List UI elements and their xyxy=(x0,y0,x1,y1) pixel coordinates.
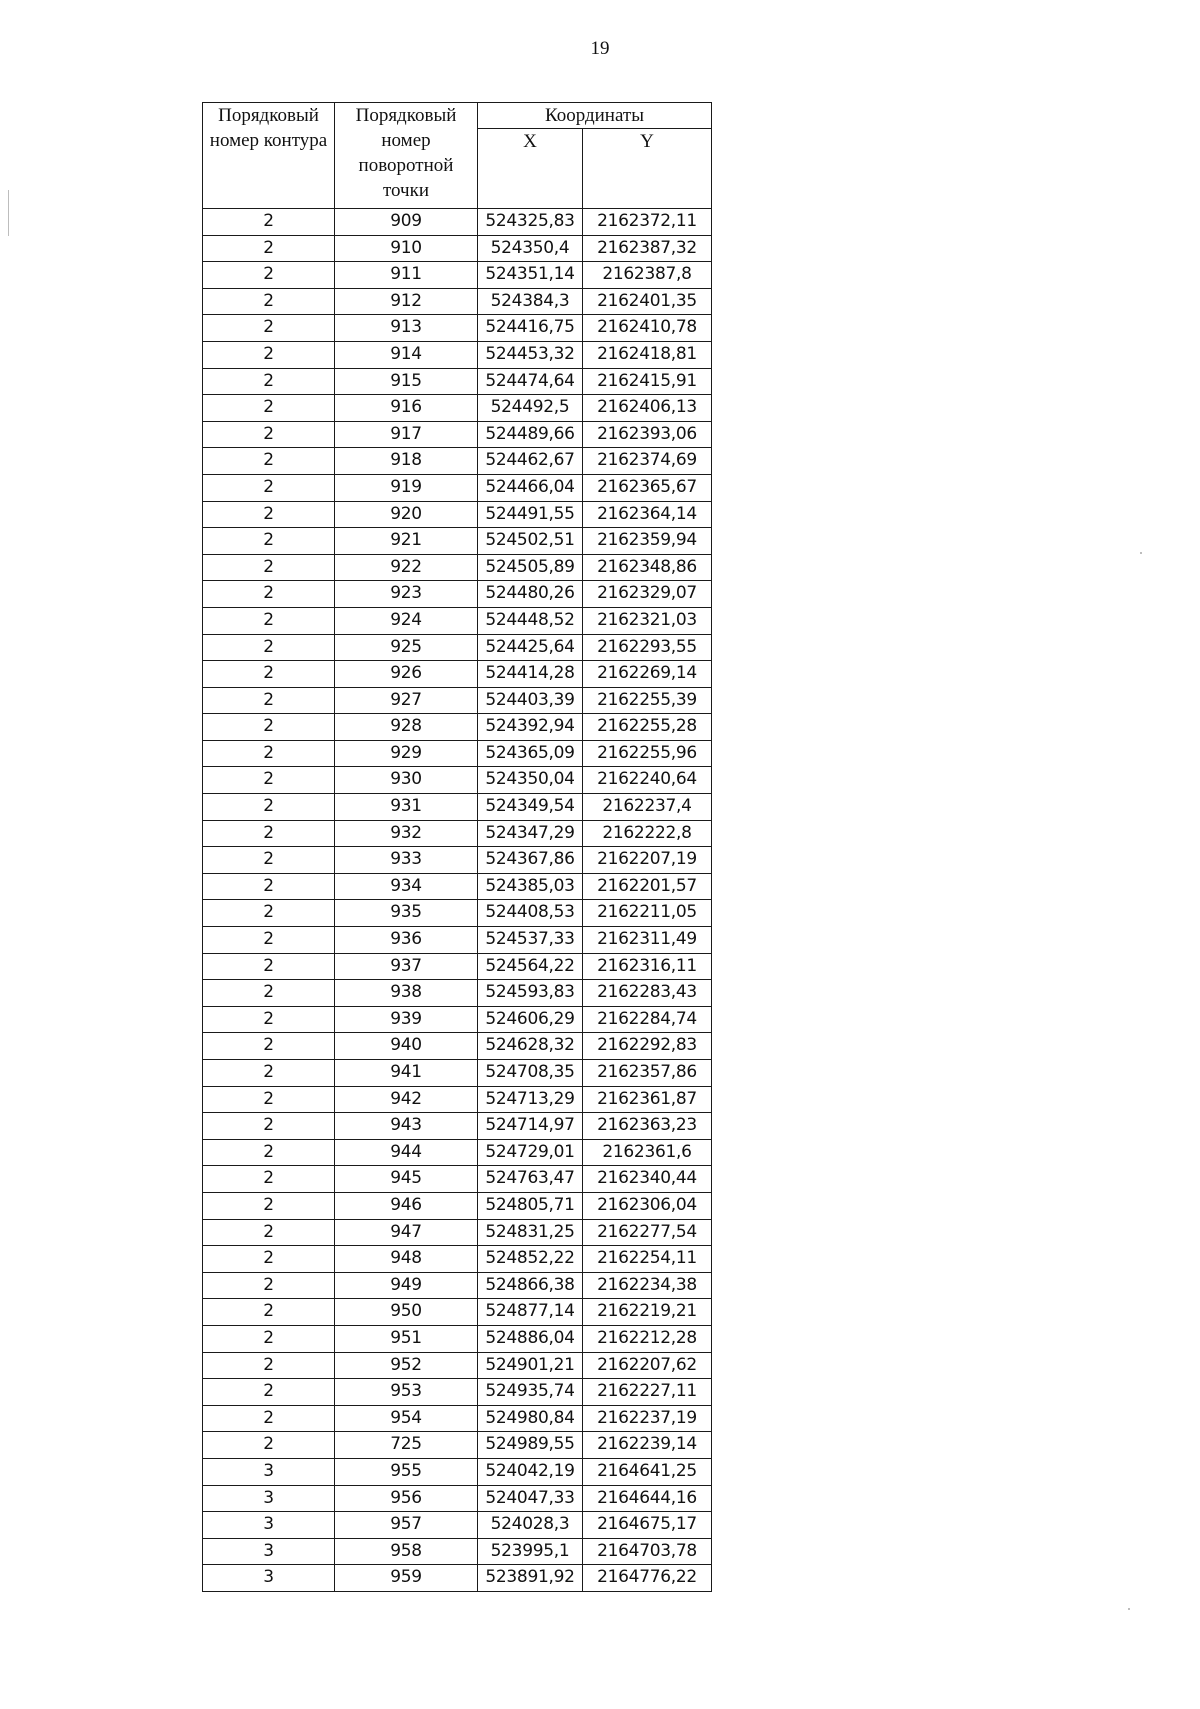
y-coordinate-cell: 2162227,11 xyxy=(583,1379,712,1406)
table-row xyxy=(203,953,712,980)
contour-number-cell: 2 xyxy=(203,1379,335,1406)
contour-number-cell: 2 xyxy=(203,900,335,927)
point-number-cell: 952 xyxy=(335,1352,478,1379)
table-row xyxy=(203,448,712,475)
x-coordinate-cell: 524901,21 xyxy=(478,1352,583,1379)
point-number-cell: 944 xyxy=(335,1139,478,1166)
y-coordinate-cell: 2162237,4 xyxy=(583,794,712,821)
point-number-cell: 936 xyxy=(335,927,478,954)
contour-number-cell: 2 xyxy=(203,1113,335,1140)
table-row xyxy=(203,288,712,315)
x-coordinate-cell: 524347,29 xyxy=(478,820,583,847)
y-coordinate-cell: 2162293,55 xyxy=(583,634,712,661)
point-number-cell: 916 xyxy=(335,395,478,422)
y-coordinate-cell: 2162316,11 xyxy=(583,953,712,980)
x-coordinate-cell: 524425,64 xyxy=(478,634,583,661)
x-coordinate-cell: 524453,32 xyxy=(478,341,583,368)
x-coordinate-cell: 524877,14 xyxy=(478,1299,583,1326)
x-coordinate-cell: 524805,71 xyxy=(478,1192,583,1219)
point-number-cell: 939 xyxy=(335,1006,478,1033)
y-coordinate-cell: 2162410,78 xyxy=(583,315,712,342)
contour-number-cell: 2 xyxy=(203,1086,335,1113)
table-row xyxy=(203,341,712,368)
contour-number-cell: 2 xyxy=(203,235,335,262)
x-coordinate-cell: 524980,84 xyxy=(478,1405,583,1432)
contour-number-cell: 2 xyxy=(203,528,335,555)
y-coordinate-cell: 2162240,64 xyxy=(583,767,712,794)
point-number-cell: 950 xyxy=(335,1299,478,1326)
x-coordinate-cell: 524491,55 xyxy=(478,501,583,528)
point-number-cell: 942 xyxy=(335,1086,478,1113)
contour-number-cell: 2 xyxy=(203,767,335,794)
y-coordinate-cell: 2162348,86 xyxy=(583,554,712,581)
contour-number-cell: 2 xyxy=(203,661,335,688)
y-coordinate-cell: 2162365,67 xyxy=(583,474,712,501)
table-row xyxy=(203,1272,712,1299)
y-coordinate-cell: 2162372,11 xyxy=(583,209,712,236)
y-coordinate-cell: 2164644,16 xyxy=(583,1485,712,1512)
y-coordinate-cell: 2162239,14 xyxy=(583,1432,712,1459)
x-coordinate-cell: 524489,66 xyxy=(478,421,583,448)
x-coordinate-cell: 524385,03 xyxy=(478,873,583,900)
point-number-cell: 930 xyxy=(335,767,478,794)
x-coordinate-cell: 524462,67 xyxy=(478,448,583,475)
table-row xyxy=(203,767,712,794)
x-coordinate-cell: 524713,29 xyxy=(478,1086,583,1113)
x-coordinate-cell: 524763,47 xyxy=(478,1166,583,1193)
point-number-cell: 957 xyxy=(335,1512,478,1539)
table-row xyxy=(203,1405,712,1432)
point-number-cell: 915 xyxy=(335,368,478,395)
y-coordinate-cell: 2162361,87 xyxy=(583,1086,712,1113)
x-coordinate-cell: 524384,3 xyxy=(478,288,583,315)
table-row xyxy=(203,501,712,528)
contour-number-cell: 2 xyxy=(203,1352,335,1379)
point-number-header xyxy=(335,103,478,209)
contour-number-cell: 2 xyxy=(203,554,335,581)
page-number: 19 xyxy=(590,38,610,59)
x-coordinate-cell: 524852,22 xyxy=(478,1246,583,1273)
scan-artifact xyxy=(8,190,9,236)
y-coordinate-cell: 2162219,21 xyxy=(583,1299,712,1326)
table-row xyxy=(203,395,712,422)
contour-number-cell: 2 xyxy=(203,1166,335,1193)
table-row xyxy=(203,740,712,767)
contour-number-cell: 2 xyxy=(203,368,335,395)
point-header-line: Порядковый xyxy=(355,105,457,126)
y-coordinate-cell: 2162406,13 xyxy=(583,395,712,422)
point-number-cell: 919 xyxy=(335,474,478,501)
point-number-cell: 931 xyxy=(335,794,478,821)
point-number-cell: 922 xyxy=(335,554,478,581)
y-coordinate-cell: 2162283,43 xyxy=(583,980,712,1007)
x-coordinate-cell: 524505,89 xyxy=(478,554,583,581)
table-header xyxy=(203,103,712,209)
y-coordinate-cell: 2162418,81 xyxy=(583,341,712,368)
point-number-cell: 947 xyxy=(335,1219,478,1246)
table-row xyxy=(203,1565,712,1592)
contour-number-cell: 2 xyxy=(203,448,335,475)
point-number-cell: 921 xyxy=(335,528,478,555)
contour-number-cell: 2 xyxy=(203,1033,335,1060)
y-coordinate-cell: 2162255,96 xyxy=(583,740,712,767)
point-number-cell: 956 xyxy=(335,1485,478,1512)
point-header-line: точки xyxy=(382,180,429,201)
point-number-cell: 954 xyxy=(335,1405,478,1432)
point-number-cell: 920 xyxy=(335,501,478,528)
y-coordinate-cell: 2162201,57 xyxy=(583,873,712,900)
y-coordinate-cell: 2162401,35 xyxy=(583,288,712,315)
table-row xyxy=(203,900,712,927)
table-row xyxy=(203,634,712,661)
point-number-cell: 932 xyxy=(335,820,478,847)
point-number-cell: 933 xyxy=(335,847,478,874)
contour-number-header xyxy=(203,103,335,209)
table-row xyxy=(203,607,712,634)
x-coordinate-cell: 524350,4 xyxy=(478,235,583,262)
y-coordinate-cell: 2162415,91 xyxy=(583,368,712,395)
x-coordinate-cell: 523891,92 xyxy=(478,1565,583,1592)
table-row xyxy=(203,474,712,501)
point-number-cell: 959 xyxy=(335,1565,478,1592)
y-coordinate-cell: 2162374,69 xyxy=(583,448,712,475)
point-number-cell: 918 xyxy=(335,448,478,475)
contour-header-line: номер контура xyxy=(209,130,328,151)
y-coordinate-cell: 2162340,44 xyxy=(583,1166,712,1193)
x-coordinate-cell: 524448,52 xyxy=(478,607,583,634)
point-number-cell: 917 xyxy=(335,421,478,448)
x-coordinate-cell: 524403,39 xyxy=(478,687,583,714)
point-number-cell: 949 xyxy=(335,1272,478,1299)
y-coordinate-cell: 2162254,11 xyxy=(583,1246,712,1273)
table-row xyxy=(203,1192,712,1219)
y-coordinate-cell: 2162277,54 xyxy=(583,1219,712,1246)
contour-number-cell: 2 xyxy=(203,687,335,714)
y-coordinate-cell: 2162212,28 xyxy=(583,1325,712,1352)
contour-number-cell: 2 xyxy=(203,820,335,847)
point-number-cell: 911 xyxy=(335,262,478,289)
table-row xyxy=(203,1060,712,1087)
y-coordinate-cell: 2162237,19 xyxy=(583,1405,712,1432)
contour-number-cell: 2 xyxy=(203,794,335,821)
table-row xyxy=(203,1299,712,1326)
table-row xyxy=(203,315,712,342)
contour-number-cell: 2 xyxy=(203,1325,335,1352)
point-number-cell: 934 xyxy=(335,873,478,900)
y-coordinate-cell: 2162311,49 xyxy=(583,927,712,954)
y-coordinate-cell: 2162363,23 xyxy=(583,1113,712,1140)
contour-header-line: Порядковый xyxy=(218,105,319,126)
scan-artifact xyxy=(1128,1608,1130,1610)
contour-number-cell: 2 xyxy=(203,607,335,634)
contour-number-cell: 2 xyxy=(203,847,335,874)
contour-number-cell: 2 xyxy=(203,714,335,741)
x-coordinate-cell: 524708,35 xyxy=(478,1060,583,1087)
contour-number-cell: 2 xyxy=(203,1246,335,1273)
contour-number-cell: 2 xyxy=(203,395,335,422)
table-row xyxy=(203,1512,712,1539)
y-coordinate-cell: 2162211,05 xyxy=(583,900,712,927)
contour-number-cell: 2 xyxy=(203,1060,335,1087)
contour-number-cell: 2 xyxy=(203,1006,335,1033)
table-row xyxy=(203,235,712,262)
contour-number-cell: 2 xyxy=(203,953,335,980)
contour-number-cell: 2 xyxy=(203,634,335,661)
x-coordinate-cell: 524606,29 xyxy=(478,1006,583,1033)
x-coordinate-cell: 524564,22 xyxy=(478,953,583,980)
x-coordinate-cell: 524537,33 xyxy=(478,927,583,954)
table-row xyxy=(203,661,712,688)
table-row xyxy=(203,820,712,847)
point-number-cell: 948 xyxy=(335,1246,478,1273)
contour-number-cell: 2 xyxy=(203,474,335,501)
table-row xyxy=(203,581,712,608)
table-row xyxy=(203,873,712,900)
x-coordinate-cell: 524593,83 xyxy=(478,980,583,1007)
table-row xyxy=(203,1219,712,1246)
y-coordinate-cell: 2164641,25 xyxy=(583,1458,712,1485)
table-row xyxy=(203,1458,712,1485)
x-coordinate-cell: 524365,09 xyxy=(478,740,583,767)
y-coordinate-cell: 2162359,94 xyxy=(583,528,712,555)
table-row xyxy=(203,714,712,741)
contour-number-cell: 2 xyxy=(203,1219,335,1246)
contour-number-cell: 2 xyxy=(203,421,335,448)
contour-number-cell: 2 xyxy=(203,315,335,342)
contour-number-cell: 2 xyxy=(203,581,335,608)
point-number-cell: 958 xyxy=(335,1538,478,1565)
x-coordinate-cell: 524047,33 xyxy=(478,1485,583,1512)
coordinates-header: Координаты xyxy=(478,103,712,129)
y-coordinate-cell: 2162255,39 xyxy=(583,687,712,714)
x-coordinate-cell: 524408,53 xyxy=(478,900,583,927)
point-number-cell: 941 xyxy=(335,1060,478,1087)
table-row xyxy=(203,1139,712,1166)
y-column-header: Y xyxy=(583,129,712,209)
point-number-cell: 940 xyxy=(335,1033,478,1060)
y-coordinate-cell: 2162321,03 xyxy=(583,607,712,634)
point-number-cell: 725 xyxy=(335,1432,478,1459)
y-coordinate-cell: 2162364,14 xyxy=(583,501,712,528)
x-coordinate-cell: 524480,26 xyxy=(478,581,583,608)
contour-number-cell: 2 xyxy=(203,262,335,289)
table-row xyxy=(203,1379,712,1406)
x-coordinate-cell: 524989,55 xyxy=(478,1432,583,1459)
y-coordinate-cell: 2162387,32 xyxy=(583,235,712,262)
point-number-cell: 938 xyxy=(335,980,478,1007)
point-number-cell: 935 xyxy=(335,900,478,927)
table-row xyxy=(203,1325,712,1352)
contour-number-cell: 3 xyxy=(203,1512,335,1539)
point-number-cell: 945 xyxy=(335,1166,478,1193)
x-coordinate-cell: 524866,38 xyxy=(478,1272,583,1299)
table-row xyxy=(203,1006,712,1033)
contour-number-cell: 2 xyxy=(203,1299,335,1326)
contour-number-cell: 2 xyxy=(203,341,335,368)
table-row xyxy=(203,927,712,954)
table-body xyxy=(203,209,712,1592)
contour-number-cell: 3 xyxy=(203,1458,335,1485)
contour-number-cell: 3 xyxy=(203,1565,335,1592)
table-row xyxy=(203,1113,712,1140)
table-row xyxy=(203,980,712,1007)
contour-number-cell: 2 xyxy=(203,1405,335,1432)
contour-number-cell: 2 xyxy=(203,980,335,1007)
contour-number-cell: 3 xyxy=(203,1538,335,1565)
table-row xyxy=(203,1166,712,1193)
table-row xyxy=(203,1352,712,1379)
contour-number-cell: 2 xyxy=(203,1272,335,1299)
table-row xyxy=(203,368,712,395)
x-coordinate-cell: 524350,04 xyxy=(478,767,583,794)
point-number-cell: 951 xyxy=(335,1325,478,1352)
y-coordinate-cell: 2162284,74 xyxy=(583,1006,712,1033)
contour-number-cell: 2 xyxy=(203,1139,335,1166)
contour-number-cell: 2 xyxy=(203,1432,335,1459)
table-row xyxy=(203,1432,712,1459)
point-number-cell: 912 xyxy=(335,288,478,315)
contour-number-cell: 3 xyxy=(203,1485,335,1512)
point-number-cell: 927 xyxy=(335,687,478,714)
x-coordinate-cell: 524935,74 xyxy=(478,1379,583,1406)
y-coordinate-cell: 2162393,06 xyxy=(583,421,712,448)
y-coordinate-cell: 2162387,8 xyxy=(583,262,712,289)
contour-number-cell: 2 xyxy=(203,740,335,767)
point-number-cell: 923 xyxy=(335,581,478,608)
coordinates-table xyxy=(202,102,712,1592)
y-coordinate-cell: 2162207,62 xyxy=(583,1352,712,1379)
table-row xyxy=(203,209,712,236)
x-coordinate-cell: 524325,83 xyxy=(478,209,583,236)
table-row xyxy=(203,1033,712,1060)
point-number-cell: 914 xyxy=(335,341,478,368)
contour-number-cell: 2 xyxy=(203,501,335,528)
point-number-cell: 925 xyxy=(335,634,478,661)
contour-number-cell: 2 xyxy=(203,1192,335,1219)
x-coordinate-cell: 524831,25 xyxy=(478,1219,583,1246)
x-coordinate-cell: 524349,54 xyxy=(478,794,583,821)
x-coordinate-cell: 524416,75 xyxy=(478,315,583,342)
x-coordinate-cell: 523995,1 xyxy=(478,1538,583,1565)
table-row xyxy=(203,1485,712,1512)
x-column-header: X xyxy=(478,129,583,209)
y-coordinate-cell: 2164675,17 xyxy=(583,1512,712,1539)
point-number-cell: 926 xyxy=(335,661,478,688)
y-coordinate-cell: 2162329,07 xyxy=(583,581,712,608)
y-coordinate-cell: 2164776,22 xyxy=(583,1565,712,1592)
table-row xyxy=(203,1086,712,1113)
point-number-cell: 909 xyxy=(335,209,478,236)
point-number-cell: 943 xyxy=(335,1113,478,1140)
point-header-line: поворотной xyxy=(358,155,454,176)
point-number-cell: 955 xyxy=(335,1458,478,1485)
table-row xyxy=(203,847,712,874)
table-row xyxy=(203,794,712,821)
x-coordinate-cell: 524492,5 xyxy=(478,395,583,422)
x-coordinate-cell: 524367,86 xyxy=(478,847,583,874)
point-header-line: номер xyxy=(381,130,431,151)
contour-number-cell: 2 xyxy=(203,873,335,900)
contour-number-cell: 2 xyxy=(203,209,335,236)
x-coordinate-cell: 524414,28 xyxy=(478,661,583,688)
x-coordinate-cell: 524628,32 xyxy=(478,1033,583,1060)
x-coordinate-cell: 524886,04 xyxy=(478,1325,583,1352)
y-coordinate-cell: 2162255,28 xyxy=(583,714,712,741)
x-coordinate-cell: 524028,3 xyxy=(478,1512,583,1539)
table-row xyxy=(203,554,712,581)
x-coordinate-cell: 524351,14 xyxy=(478,262,583,289)
contour-number-cell: 2 xyxy=(203,927,335,954)
y-coordinate-cell: 2162207,19 xyxy=(583,847,712,874)
point-number-cell: 953 xyxy=(335,1379,478,1406)
point-number-cell: 913 xyxy=(335,315,478,342)
y-coordinate-cell: 2162234,38 xyxy=(583,1272,712,1299)
point-number-cell: 924 xyxy=(335,607,478,634)
table-row xyxy=(203,1538,712,1565)
point-number-cell: 929 xyxy=(335,740,478,767)
point-number-cell: 937 xyxy=(335,953,478,980)
y-coordinate-cell: 2162361,6 xyxy=(583,1139,712,1166)
table-row xyxy=(203,421,712,448)
x-coordinate-cell: 524729,01 xyxy=(478,1139,583,1166)
point-number-cell: 910 xyxy=(335,235,478,262)
point-number-cell: 928 xyxy=(335,714,478,741)
contour-number-cell: 2 xyxy=(203,288,335,315)
x-coordinate-cell: 524714,97 xyxy=(478,1113,583,1140)
y-coordinate-cell: 2162222,8 xyxy=(583,820,712,847)
point-number-cell: 946 xyxy=(335,1192,478,1219)
y-coordinate-cell: 2162306,04 xyxy=(583,1192,712,1219)
table-row xyxy=(203,262,712,289)
y-coordinate-cell: 2162269,14 xyxy=(583,661,712,688)
table-row xyxy=(203,528,712,555)
y-coordinate-cell: 2162292,83 xyxy=(583,1033,712,1060)
scan-artifact xyxy=(1140,552,1142,554)
table-row xyxy=(203,687,712,714)
x-coordinate-cell: 524392,94 xyxy=(478,714,583,741)
table-row xyxy=(203,1246,712,1273)
x-coordinate-cell: 524474,64 xyxy=(478,368,583,395)
x-coordinate-cell: 524502,51 xyxy=(478,528,583,555)
x-coordinate-cell: 524042,19 xyxy=(478,1458,583,1485)
x-coordinate-cell: 524466,04 xyxy=(478,474,583,501)
y-coordinate-cell: 2164703,78 xyxy=(583,1538,712,1565)
y-coordinate-cell: 2162357,86 xyxy=(583,1060,712,1087)
